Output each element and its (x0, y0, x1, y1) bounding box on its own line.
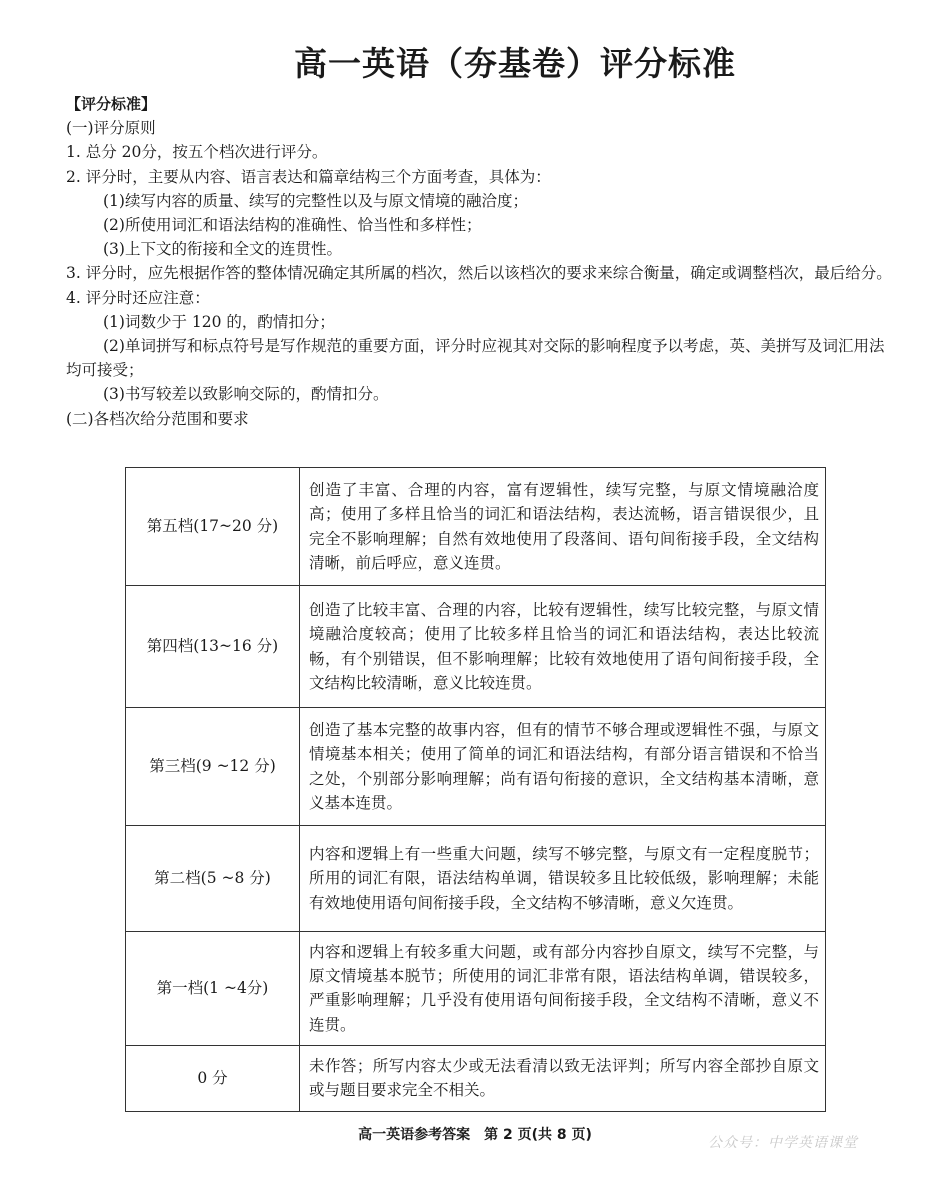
principle-item-1: 1. 总分 20分，按五个档次进行评分。 (66, 143, 328, 162)
watermark: 公众号：中学英语课堂 (708, 1135, 858, 1151)
grade-level: 第二档(5 ~8 分) (126, 826, 300, 932)
grade-level: 0 分 (126, 1045, 300, 1111)
table-row (126, 586, 826, 708)
grade-description: 内容和逻辑上有一些重大问题，续写不够完整，与原文有一定程度脱节；所用的词汇有限，语法结构单调，错误较多且比较低级，影响理解；未能有效地使用语句间衔接手段，全文结构不够清晰，意义欠连贯。 (300, 826, 826, 932)
table-row (126, 1045, 826, 1111)
principle-item-4: 4. 评分时还应注意： (66, 288, 210, 307)
principle-item-3: 3. 评分时，应先根据作答的整体情况确定其所属的档次，然后以该档次的要求来综合衡量，确定或调整档次，最后给分。 (66, 264, 892, 283)
scoring-principles (66, 92, 892, 431)
grade-description: 创造了丰富、合理的内容，富有逻辑性，续写完整，与原文情境融洽度高；使用了多样且恰当的词汇和语法结构，表达流畅，语言错误很少，且完全不影响理解；自然有效地使用了段落间、语句间衔接手段，全文结构清晰，前后呼应，意义连贯。 (300, 468, 826, 586)
section-heading: 【评分标准】 (66, 95, 157, 113)
grade-description: 内容和逻辑上有较多重大问题，或有部分内容抄自原文，续写不完整，与原文情境基本脱节；所使用的词汇非常有限，语法结构单调，错误较多，严重影响理解；几乎没有使用语句间衔接手段，全文结构不清晰，意义不连贯。 (300, 932, 826, 1046)
part2-heading: (二)各档次给分范围和要求 (66, 409, 249, 428)
grade-level: 第五档(17~20 分) (126, 468, 300, 586)
grade-table (125, 467, 826, 1112)
grade-level: 第一档(1 ~4分) (126, 932, 300, 1046)
grade-description: 未作答；所写内容太少或无法看清以致无法评判；所写内容全部抄自原文或与题目要求完全不相关。 (300, 1045, 826, 1111)
principle-item-4-sub: (2)单词拼写和标点符号是写作规范的重要方面，评分时应视其对交际的影响程度予以考虑，英、美拼写及词汇用法均可接受； (66, 337, 885, 380)
principle-item-2: 2. 评分时，主要从内容、语言表达和篇章结构三个方面考查，具体为： (66, 167, 551, 186)
table-row (126, 932, 826, 1046)
grade-description: 创造了基本完整的故事内容，但有的情节不够合理或逻辑性不强，与原文情境基本相关；使用了简单的词汇和语法结构，有部分语言错误和不恰当之处，个别部分影响理解；尚有语句衔接的意识，全文结构基本清晰，意义基本连贯。 (300, 708, 826, 826)
grade-description: 创造了比较丰富、合理的内容，比较有逻辑性，续写比较完整，与原文情境融洽度较高；使用了比较多样且恰当的词汇和语法结构，表达比较流畅，有个别错误，但不影响理解；比较有效地使用了语句间衔接手段，全文结构比较清晰，意义比较连贯。 (300, 586, 826, 708)
principle-item-2-sub: (1)续写内容的质量、续写的完整性以及与原文情境的融洽度； (103, 191, 528, 210)
principle-item-4-sub: (3)书写较差以致影响交际的，酌情扣分。 (103, 385, 389, 404)
page-footer: 高一英语参考答案 第 2 页(共 8 页) (358, 1127, 592, 1143)
table-row (126, 468, 826, 586)
principle-item-2-sub: (2)所使用词汇和语法结构的准确性、恰当性和多样性； (103, 216, 482, 235)
grade-level: 第三档(9 ~12 分) (126, 708, 300, 826)
principle-item-2-sub: (3)上下文的衔接和全文的连贯性。 (103, 240, 342, 259)
page-title: 高一英语（夯基卷）评分标准 (294, 44, 736, 83)
table-row (126, 826, 826, 932)
table-row (126, 708, 826, 826)
grade-level: 第四档(13~16 分) (126, 586, 300, 708)
principle-item-4-sub: (1)词数少于 120 的，酌情扣分； (103, 312, 335, 331)
part1-heading: (一)评分原则 (66, 119, 156, 138)
